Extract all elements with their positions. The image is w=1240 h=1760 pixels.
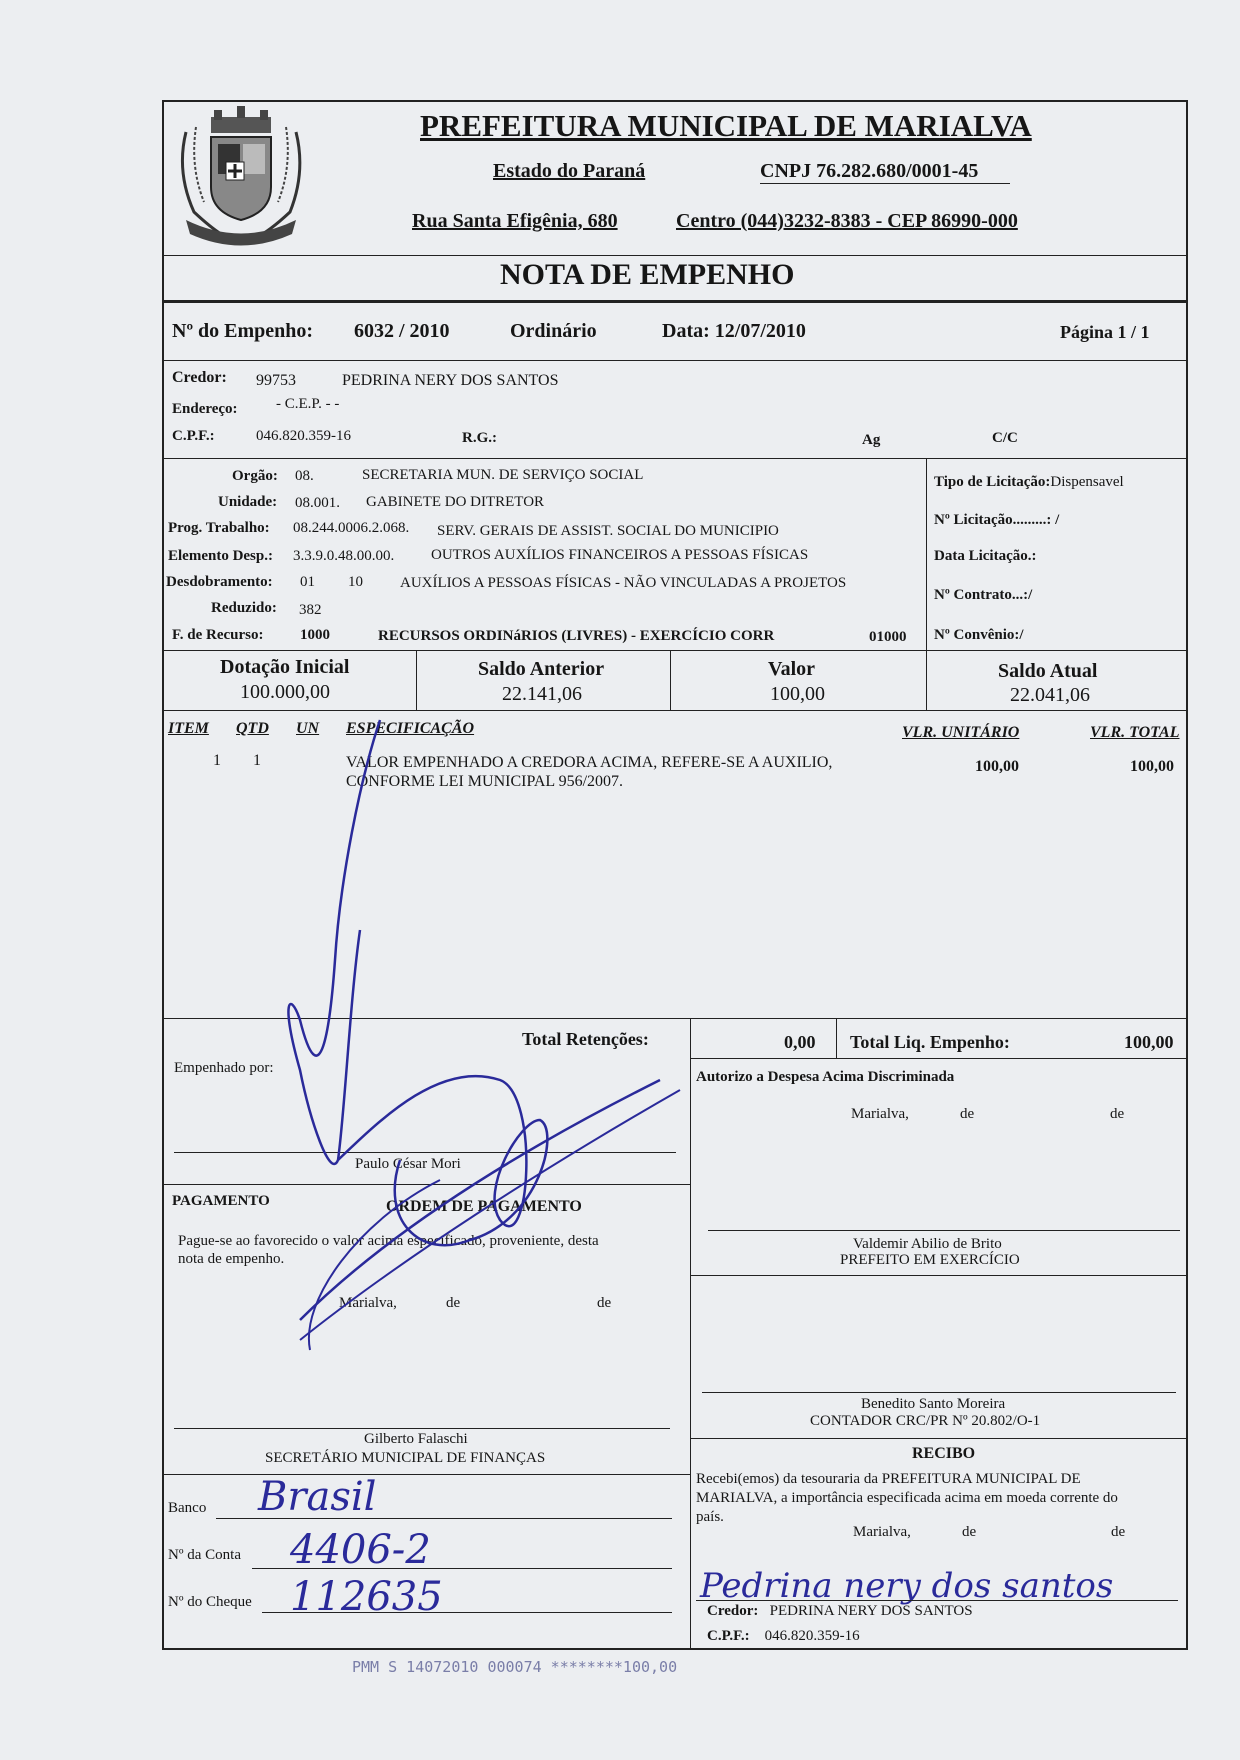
recurso-code: 1000	[300, 627, 330, 643]
col-item: ITEM	[168, 720, 209, 737]
saldo-anterior-label: Saldo Anterior	[478, 658, 605, 680]
col-vlr-unitario: VLR. UNITÁRIO	[902, 724, 1020, 741]
divider	[162, 1474, 690, 1475]
cpf-value: 046.820.359-16	[256, 428, 351, 444]
recibo-place: Marialva,	[853, 1524, 911, 1540]
recibo-text3: país.	[696, 1509, 724, 1525]
desdobramento-code2: 10	[348, 574, 363, 590]
pagamento-text2: nota de empenho.	[178, 1251, 285, 1267]
address: Rua Santa Efigênia, 680	[412, 210, 618, 232]
credor-code: 99753	[256, 372, 296, 389]
contact-info: Centro (044)3232-8383 - CEP 86990-000	[676, 210, 1018, 232]
recurso-label: F. de Recurso:	[172, 627, 264, 643]
orgao-label: Orgão:	[232, 468, 278, 484]
ag-label: Ag	[862, 432, 881, 448]
total-liq-label: Total Liq. Empenho:	[850, 1032, 1010, 1052]
banco-handwritten: Brasil	[258, 1474, 377, 1520]
saldo-anterior-value: 22.141,06	[502, 683, 582, 705]
cc-label: C/C	[992, 430, 1018, 446]
rg-label: R.G.:	[462, 430, 497, 446]
recurso-number: 01000	[869, 629, 907, 645]
document-title: NOTA DE EMPENHO	[500, 258, 795, 291]
conta-label: Nº da Conta	[168, 1547, 241, 1563]
empenho-number: 6032 / 2010	[354, 320, 450, 342]
item-description-line1: VALOR EMPENHADO A CREDORA ACIMA, REFERE-SE A AUXILIO,	[346, 754, 833, 771]
recurso-name: RECURSOS ORDINáRIOS (LIVRES) - EXERCÍCIO CORR	[378, 628, 775, 644]
desdobramento-name: AUXÍLIOS A PESSOAS FÍSICAS - NÃO VINCULADAS A PROJETOS	[400, 575, 847, 591]
cheque-label: Nº do Cheque	[168, 1594, 252, 1610]
recibo-text2: MARIALVA, a importância especificada acima em moeda corrente do	[696, 1490, 1118, 1506]
autorizo-de1: de	[960, 1106, 975, 1122]
cnpj: CNPJ 76.282.680/0001-45	[760, 160, 1010, 184]
licitacao-tipo: Tipo de Licitação:Dispensavel	[934, 474, 1124, 490]
convenio-numero: Nº Convênio:/	[934, 627, 1024, 643]
banco-label: Banco	[168, 1500, 207, 1516]
divider	[162, 300, 1188, 303]
pagamento-de1: de	[446, 1295, 461, 1311]
col-especificacao: ESPECIFICAÇÃO	[346, 720, 475, 737]
item-description-line2: CONFORME LEI MUNICIPAL 956/2007.	[346, 773, 624, 790]
signature-line	[696, 1600, 1178, 1601]
divider	[836, 1018, 837, 1058]
divider	[690, 1058, 1188, 1059]
item-vlr-unitario: 100,00	[975, 758, 1019, 775]
elemento-label: Elemento Desp.:	[168, 548, 273, 564]
divider	[162, 255, 1188, 256]
autorizo-label: Autorizo a Despesa Acima Discriminada	[696, 1069, 955, 1085]
recibo-de1: de	[962, 1524, 977, 1540]
elemento-name: OUTROS AUXÍLIOS FINANCEIROS A PESSOAS FÍSICAS	[431, 547, 809, 563]
state-name: Estado do Paraná	[493, 160, 646, 182]
divider	[690, 1275, 1188, 1276]
mechanical-stamp: PMM S 14072010 000074 ********100,00	[352, 1658, 678, 1676]
credor-signature: Pedrina nery dos santos	[700, 1566, 1114, 1606]
unidade-code: 08.001.	[295, 495, 340, 511]
signature-line	[708, 1230, 1180, 1231]
reduzido-value: 382	[299, 602, 322, 618]
licitacao-numero: Nº Licitação.........: /	[934, 512, 1060, 528]
prog-name: SERV. GERAIS DE ASSIST. SOCIAL DO MUNICIPIO	[437, 523, 779, 539]
cheque-handwritten: 112635	[290, 1574, 443, 1620]
contrato-numero: Nº Contrato...:/	[934, 587, 1033, 603]
saldo-atual-value: 22.041,06	[1010, 684, 1090, 706]
col-un: UN	[296, 720, 320, 737]
divider	[162, 650, 1188, 651]
col-qtd: QTD	[236, 720, 269, 737]
col-vlr-total: VLR. TOTAL	[1090, 724, 1180, 741]
signature-scribble	[240, 700, 700, 1460]
valor-value: 100,00	[770, 683, 825, 705]
secretario-name: Gilberto Falaschi	[364, 1431, 468, 1447]
dotacao-inicial-value: 100.000,00	[240, 681, 330, 703]
signature-line	[702, 1392, 1176, 1393]
total-retencoes-value: 0,00	[784, 1032, 816, 1052]
unidade-label: Unidade:	[218, 494, 278, 510]
saldo-atual-label: Saldo Atual	[998, 660, 1098, 682]
prefeito-role: PREFEITO EM EXERCÍCIO	[840, 1252, 1020, 1268]
pagamento-text1: Pague-se ao favorecido o valor acima especificado, proveniente, desta	[178, 1233, 599, 1249]
autorizo-de2: de	[1110, 1106, 1125, 1122]
ordem-pagamento-label: ORDEM DE PAGAMENTO	[386, 1198, 582, 1215]
contador-name: Benedito Santo Moreira	[861, 1396, 1006, 1412]
credor-label: Credor:	[172, 369, 227, 386]
contador-role: CONTADOR CRC/PR Nº 20.802/O-1	[810, 1413, 1041, 1429]
divider	[690, 1438, 1188, 1439]
pagamento-de2: de	[597, 1295, 612, 1311]
unidade-name: GABINETE DO DITRETOR	[366, 494, 545, 510]
divider	[162, 458, 1188, 459]
orgao-code: 08.	[295, 468, 314, 484]
prog-code: 08.244.0006.2.068.	[293, 520, 410, 536]
pagamento-place: Marialva,	[339, 1295, 397, 1311]
autorizo-place: Marialva,	[851, 1106, 909, 1122]
empenho-date: Data: 12/07/2010	[662, 320, 806, 342]
item-qtd: 1	[253, 752, 261, 769]
prefeito-name: Valdemir Abilio de Brito	[853, 1236, 1002, 1252]
valor-label: Valor	[768, 658, 816, 680]
municipality-title: PREFEITURA MUNICIPAL DE MARIALVA	[420, 108, 1032, 143]
item-vlr-total: 100,00	[1130, 758, 1174, 775]
credor-name: PEDRINA NERY DOS SANTOS	[342, 372, 559, 389]
empenhado-name: Paulo César Mori	[355, 1156, 461, 1172]
endereco-value: - C.E.P. - -	[276, 396, 340, 412]
reduzido-label: Reduzido:	[211, 600, 277, 616]
secretario-role: SECRETÁRIO MUNICIPAL DE FINANÇAS	[265, 1450, 546, 1466]
dotacao-inicial-label: Dotação Inicial	[220, 656, 350, 678]
total-liq-value: 100,00	[1124, 1032, 1174, 1052]
recibo-cpf: C.P.F.: 046.820.359-16	[707, 1628, 860, 1644]
divider	[926, 458, 927, 650]
desdobramento-label: Desdobramento:	[166, 574, 273, 590]
recibo-credor: Credor: PEDRINA NERY DOS SANTOS	[707, 1603, 973, 1619]
licitacao-data: Data Licitação.:	[934, 548, 1037, 564]
divider	[162, 360, 1188, 361]
empenhado-label: Empenhado por:	[174, 1060, 274, 1076]
item-number: 1	[213, 752, 221, 769]
desdobramento-code1: 01	[300, 574, 315, 590]
endereco-label: Endereço:	[172, 401, 238, 417]
pagamento-label: PAGAMENTO	[172, 1193, 270, 1209]
conta-handwritten: 4406-2	[290, 1527, 431, 1573]
empenho-type: Ordinário	[510, 320, 597, 342]
recibo-de2: de	[1111, 1524, 1126, 1540]
prog-label: Prog. Trabalho:	[168, 520, 270, 536]
elemento-code: 3.3.9.0.48.00.00.	[293, 548, 395, 564]
divider	[926, 650, 927, 710]
empenho-number-label: Nº do Empenho:	[172, 320, 314, 342]
cpf-label: C.P.F.:	[172, 428, 215, 444]
recibo-title: RECIBO	[912, 1445, 976, 1462]
total-retencoes-label: Total Retenções:	[522, 1029, 649, 1049]
orgao-name: SECRETARIA MUN. DE SERVIÇO SOCIAL	[362, 467, 644, 483]
page-number: Página 1 / 1	[1060, 322, 1150, 342]
recibo-text1: Recebi(emos) da tesouraria da PREFEITURA MUNICIPAL DE	[696, 1471, 1081, 1487]
